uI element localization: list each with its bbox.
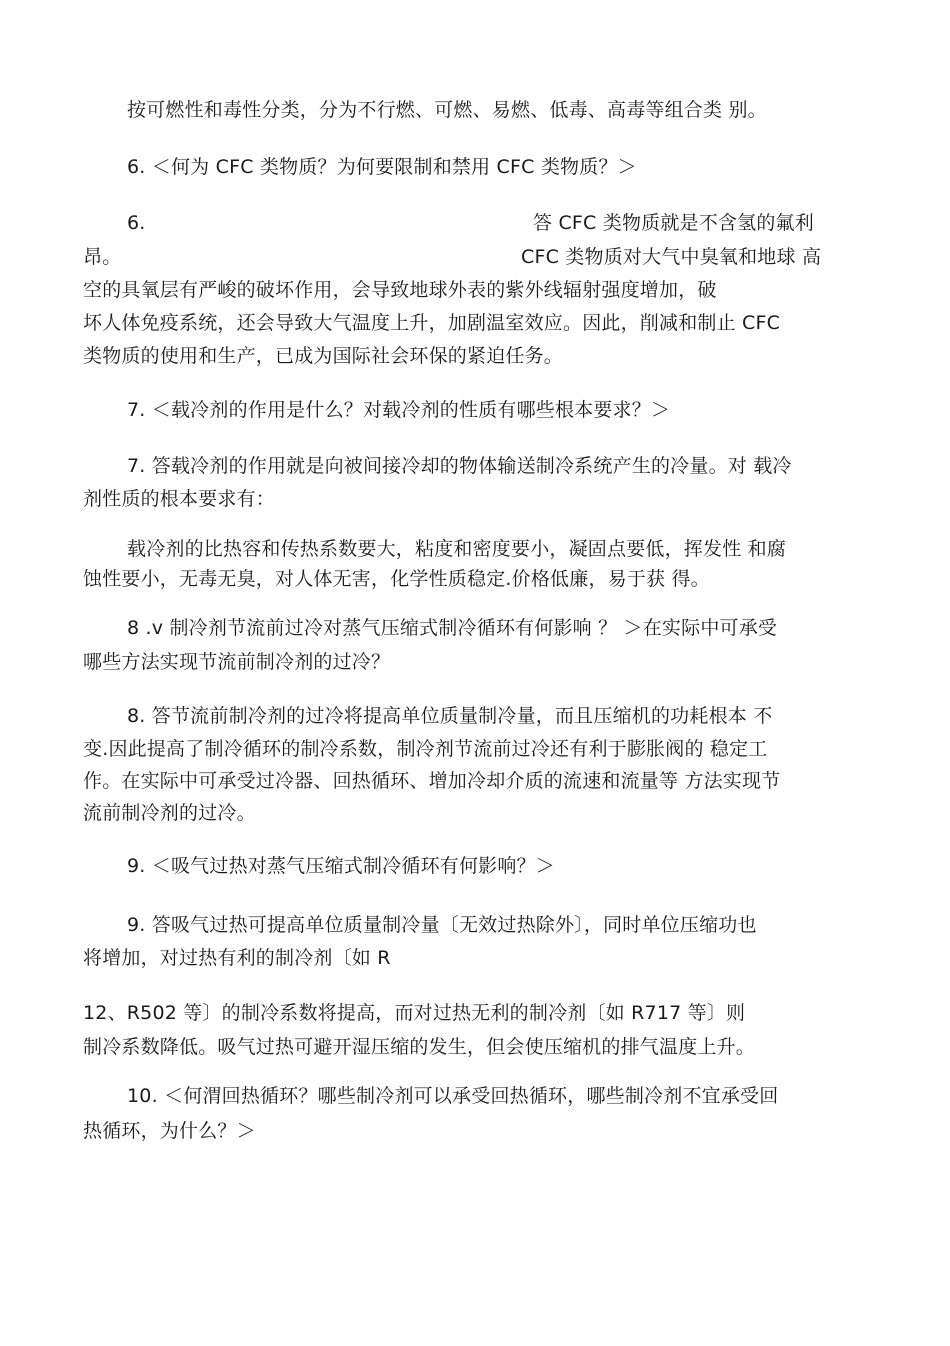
text-line: 制冷系数降低。吸气过热可避开湿压缩的发生，但会使压缩机的排气温度上升。: [83, 1036, 756, 1058]
text-line: 空的具氧层有严峻的破坏作用，会导致地球外表的紫外线辐射强度增加，破: [83, 279, 717, 301]
text-line: 载冷剂的比热容和传热系数要大，粘度和密度要小，凝固点要低，挥发性 和腐: [127, 538, 787, 560]
question-heading: 热循环，为什么？＞: [83, 1120, 256, 1142]
text-line: 昂。: [83, 246, 122, 268]
question-heading: 哪些方法实现节流前制冷剂的过冷？: [83, 651, 391, 673]
text-line: 12、R502 等〕的制冷系数将提高，而对过热无利的制冷剂〔如 R717 等〕则: [83, 1002, 746, 1024]
text-line: 答 CFC 类物质就是不含氢的氟利: [533, 212, 814, 234]
text-line: 9. 答吸气过热可提高单位质量制冷量〔无效过热除外〕，同时单位压缩功也: [127, 914, 757, 936]
text-line: 6.: [127, 212, 146, 234]
text-line: 流前制冷剂的过冷。: [83, 802, 256, 824]
text-line: 剂性质的根本要求有：: [83, 488, 276, 510]
text-line: CFC 类物质对大气中臭氧和地球 高: [521, 246, 822, 268]
question-heading: 8 .v 制冷剂节流前过冷对蒸气压缩式制冷循环有何影响 ？ ＞在实际中可承受: [127, 617, 778, 639]
question-heading: 7. ＜载冷剂的作用是什么？对载冷剂的性质有哪些根本要求？＞: [127, 399, 671, 421]
text-line: 蚀性要小，无毒无臭，对人体无害，化学性质稳定.价格低廉，易于获 得。: [83, 568, 710, 590]
question-heading: 9. ＜吸气过热对蒸气压缩式制冷循环有何影响？＞: [127, 855, 555, 877]
text-line: 作。在实际中可承受过冷器、回热循环、增加冷却介质的流速和流量等 方法实现节: [83, 770, 781, 792]
text-line: 变.因此提高了制冷循环的制冷系数，制冷剂节流前过冷还有利于膨胀阀的 稳定工: [83, 738, 768, 760]
question-heading: 10. ＜何渭回热循环？哪些制冷剂可以承受回热循环，哪些制冷剂不宜承受回: [127, 1085, 779, 1107]
text-line: 按可燃性和毒性分类，分为不行燃、可燃、易燃、低毒、高毒等组合类 别。: [127, 99, 767, 121]
question-heading: 6. ＜何为 CFC 类物质？为何要限制和禁用 CFC 类物质？＞: [127, 156, 637, 178]
text-line: 将增加，对过热有利的制冷剂〔如 R: [83, 947, 391, 969]
text-line: 类物质的使用和生产，已成为国际社会环保的紧迫任务。: [83, 345, 564, 367]
text-line: 7. 答载冷剂的作用就是向被间接冷却的物体输送制冷系统产生的冷量。对 载冷: [127, 455, 792, 477]
text-line: 坏人体免疫系统，还会导致大气温度上升，加剧温室效应。因此，削减和制止 CFC: [83, 312, 781, 334]
text-line: 8. 答节流前制冷剂的过冷将提高单位质量制冷量，而且压缩机的功耗根本 不: [127, 705, 773, 727]
